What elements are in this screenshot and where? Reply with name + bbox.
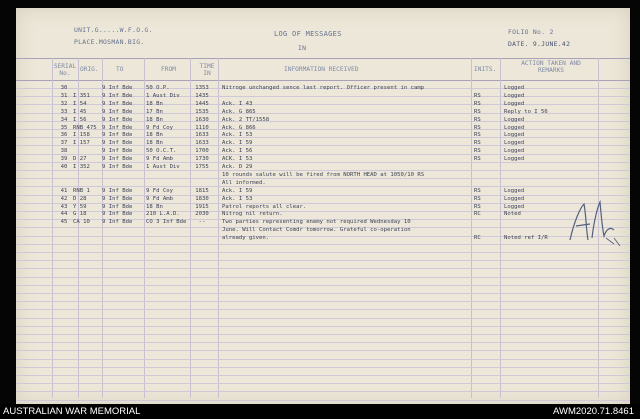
cell-orig: CA 10 (73, 219, 90, 226)
cell-from: 9 Fd Coy (146, 187, 173, 194)
cell-to: 9 Inf Bde (102, 100, 133, 107)
table-row (16, 92, 630, 100)
cell-serial: 44 (60, 211, 68, 218)
cell-action: Logged (504, 100, 525, 107)
cell-info: ACK. I 53 (222, 156, 253, 163)
col-info-header: INFORMATION RECEIVED (284, 66, 359, 73)
table-row (16, 124, 630, 132)
footer-source: AUSTRALIAN WAR MEMORIAL (3, 406, 141, 417)
cell-time: 1445 (195, 100, 209, 107)
cell-inits: RC (474, 235, 481, 242)
cell-action: Logged (504, 85, 525, 91)
cell-from: 9 Fd Amb (146, 156, 173, 163)
cell-info: Ack. I 43 (222, 100, 253, 107)
cell-to: 9 Inf Bde (102, 211, 133, 218)
ruled-line (16, 301, 630, 302)
cell-to: 9 Inf Bde (102, 195, 133, 202)
cell-orig: RNB 475 (73, 124, 97, 131)
table-row (16, 139, 630, 147)
cell-time: 1633 (195, 132, 209, 139)
cell-action: Logged (504, 195, 525, 202)
ruled-line (16, 326, 630, 327)
cell-inits: RS (474, 116, 481, 123)
cell-inits: RS (474, 140, 481, 147)
cell-to: 9 Inf Bde (102, 132, 133, 139)
ruled-line (16, 400, 630, 401)
cell-orig: I 56 (73, 116, 87, 123)
cell-info: Ack. I 53 (222, 195, 253, 202)
cell-from: CO 3 Inf Bde (146, 219, 187, 226)
cell-serial: 38 (60, 148, 68, 155)
cell-time: -- (198, 219, 206, 226)
cell-inits: RS (474, 100, 481, 107)
table-row (16, 163, 630, 171)
cell-time: 1730 (195, 156, 209, 163)
col-action-header: ACTION TAKEN AND REMARKS (521, 60, 581, 74)
header-top-rule (16, 58, 630, 59)
cell-info: 10 rounds salute will be fired from NORTH HEAD at 1050/10 RS (222, 171, 425, 178)
cell-action: Logged (504, 132, 525, 139)
cell-action: Reply to I 56 (504, 108, 548, 115)
cell-to: 9 Inf Bde (102, 187, 133, 194)
cell-info: Ack. 2 TT/1558 (222, 116, 270, 123)
cell-time: 1353 (195, 85, 209, 91)
cell-info: Ack. I 53 (222, 132, 253, 139)
cell-from: 17 Bn (146, 108, 163, 115)
cell-orig: I 45 (73, 108, 87, 115)
cell-to: 9 Inf Bde (102, 140, 133, 147)
cell-info: Ack. D 29 (222, 164, 253, 170)
cell-time: 1815 (195, 187, 209, 194)
cell-time: 1110 (195, 124, 209, 131)
table-row (16, 100, 630, 108)
log-title: LOG OF MESSAGES (274, 30, 342, 38)
cell-inits: RC (474, 211, 481, 218)
cell-from: 1 Aust Div (146, 164, 180, 170)
cell-info: Ack. G 865 (222, 108, 256, 115)
cell-orig: I 54 (73, 100, 87, 107)
table-row (16, 84, 630, 92)
table-row (16, 203, 630, 211)
cell-from: 18 Bn (146, 132, 163, 139)
col-serial-header: SERIAL No. (53, 63, 77, 77)
cell-orig: Y 59 (73, 203, 87, 210)
cell-from: 18 Bn (146, 203, 163, 210)
ruled-line (16, 342, 630, 343)
cell-serial: 31 (60, 92, 68, 99)
cell-serial: 42 (60, 195, 68, 202)
cell-to: 9 Inf Bde (102, 92, 133, 99)
cell-info: Nitroge unchanged sence last report. Officer present in camp (222, 85, 425, 91)
cell-info: Ack. I 59 (222, 187, 253, 194)
cell-from: 9 Fd Coy (146, 124, 173, 131)
ruled-line (16, 391, 630, 392)
date-line: DATE. 9.JUNE.42 (508, 40, 571, 48)
col-inits-header: INITS. (474, 66, 497, 73)
place-line: PLACE.MOSMAN.BIG. (74, 38, 145, 46)
cell-orig: I 158 (73, 132, 90, 139)
cell-info: Ack. G 866 (222, 124, 256, 131)
cell-inits: RS (474, 124, 481, 131)
cell-from: 210 L.A.D. (146, 211, 180, 218)
col-to-header: TO (116, 66, 124, 73)
cell-info: All informed. (222, 179, 266, 186)
cell-action: Logged (504, 148, 525, 155)
table-row (16, 218, 630, 226)
cell-to: 9 Inf Bde (102, 108, 133, 115)
table-row (16, 226, 630, 234)
cell-serial: 43 (60, 203, 68, 210)
handwritten-signature (564, 200, 624, 250)
cell-serial: 36 (60, 132, 68, 139)
unit-line: UNIT.G.....W.F.O.G. (74, 26, 153, 34)
cell-action: Logged (504, 203, 525, 210)
cell-to: 9 Inf Bde (102, 116, 133, 123)
log-title-sub: IN (298, 44, 307, 52)
table-row (16, 171, 630, 179)
ruled-line (16, 252, 630, 253)
table-row (16, 116, 630, 124)
table-row (16, 187, 630, 195)
cell-to: 9 Inf Bde (102, 124, 133, 131)
table-row (16, 147, 630, 155)
cell-action: Logged (504, 116, 525, 123)
ruled-line (16, 334, 630, 335)
cell-info: Ack. I 56 (222, 148, 253, 155)
table-row (16, 179, 630, 187)
cell-inits: RS (474, 203, 481, 210)
ruled-line (16, 293, 630, 294)
table-row (16, 155, 630, 163)
cell-action: Logged (504, 92, 525, 99)
cell-inits: RS (474, 195, 481, 202)
col-time-header: TIME IN (199, 63, 215, 77)
footer-accession: AWM2020.71.8461 (553, 406, 634, 417)
cell-serial: 32 (60, 100, 68, 107)
cell-from: 1 Aust Div (146, 92, 180, 99)
cell-to: 9 Inf Bde (102, 203, 133, 210)
cell-orig: I 352 (73, 164, 90, 170)
ruled-line (16, 359, 630, 360)
cell-info: Ack. I 59 (222, 140, 253, 147)
table-row (16, 234, 630, 242)
cell-to: 9 Inf Bde (102, 148, 133, 155)
cell-orig: I 157 (73, 140, 90, 147)
cell-time: 1830 (195, 195, 209, 202)
cell-info: already given. (222, 235, 270, 242)
cell-action: Logged (504, 124, 525, 131)
ruled-line (16, 309, 630, 310)
cell-serial: 35 (60, 124, 68, 131)
cell-inits: RS (474, 148, 481, 155)
cell-serial: 30 (60, 85, 68, 91)
cell-inits: RS (474, 187, 481, 194)
ruled-line (16, 285, 630, 286)
cell-to: 9 Inf Bde (102, 85, 133, 91)
cell-time: 2030 (195, 211, 209, 218)
cell-from: 50 O.P. (146, 85, 170, 91)
col-orig-header: ORIG. (80, 66, 99, 73)
cell-action: Logged (504, 140, 525, 147)
cell-action: Noted ref I/R (504, 235, 548, 242)
cell-inits: RS (474, 108, 481, 115)
cell-serial: 41 (60, 187, 68, 194)
archive-footer (0, 404, 640, 419)
cell-info: Two parties representing enemy not required Wednesday 10 (222, 219, 411, 226)
ruled-line (16, 367, 630, 368)
cell-time: 1435 (195, 92, 209, 99)
cell-serial: 39 (60, 156, 68, 163)
cell-to: 9 Inf Bde (102, 156, 133, 163)
table-row (16, 131, 630, 139)
cell-info: Nitrog nil return. (222, 211, 283, 218)
cell-time: 1755 (195, 164, 209, 170)
cell-info: June. Will Contact Comdr tomorrow. Grateful co-operation (222, 227, 411, 234)
ruled-line (16, 318, 630, 319)
ruled-line (16, 277, 630, 278)
cell-time: 1915 (195, 203, 209, 210)
cell-serial: 37 (60, 140, 68, 147)
cell-time: 1630 (195, 116, 209, 123)
table-row (16, 108, 630, 116)
cell-serial: 40 (60, 164, 68, 170)
col-from-header: FROM (161, 66, 176, 73)
cell-orig: D 28 (73, 195, 87, 202)
cell-action: Logged (504, 156, 525, 163)
cell-action: Logged (504, 187, 525, 194)
cell-orig: RNB 1 (73, 187, 90, 194)
cell-from: 18 Bn (146, 116, 163, 123)
cell-orig: D 27 (73, 156, 87, 163)
ruled-line (16, 244, 630, 245)
cell-serial: 45 (60, 219, 68, 226)
table-row (16, 210, 630, 218)
cell-from: 18 Bn (146, 100, 163, 107)
ruled-line (16, 260, 630, 261)
folio-line: FOLIO No. 2 (508, 28, 554, 36)
cell-time: 1633 (195, 140, 209, 147)
cell-from: 18 Bn (146, 140, 163, 147)
cell-action: Noted (504, 211, 521, 218)
cell-inits: RS (474, 92, 481, 99)
document-page (16, 8, 630, 404)
cell-to: 9 Inf Bde (102, 219, 133, 226)
header-bottom-rule (16, 80, 630, 81)
cell-serial: 33 (60, 108, 68, 115)
cell-from: 9 Fd Amb (146, 195, 173, 202)
cell-inits: RS (474, 132, 481, 139)
cell-to: 9 Inf Bde (102, 164, 133, 170)
table-row (16, 195, 630, 203)
cell-serial: 34 (60, 116, 68, 123)
ruled-line (16, 268, 630, 269)
cell-time: 1700 (195, 148, 209, 155)
cell-orig: I 351 (73, 92, 90, 99)
ruled-line (16, 350, 630, 351)
ruled-line (16, 375, 630, 376)
cell-from: 50 O.C.T. (146, 148, 177, 155)
cell-info: Patrol reports all clear. (222, 203, 307, 210)
cell-time: 1535 (195, 108, 209, 115)
ruled-line (16, 383, 630, 384)
cell-orig: G 18 (73, 211, 87, 218)
cell-inits: RS (474, 156, 481, 163)
